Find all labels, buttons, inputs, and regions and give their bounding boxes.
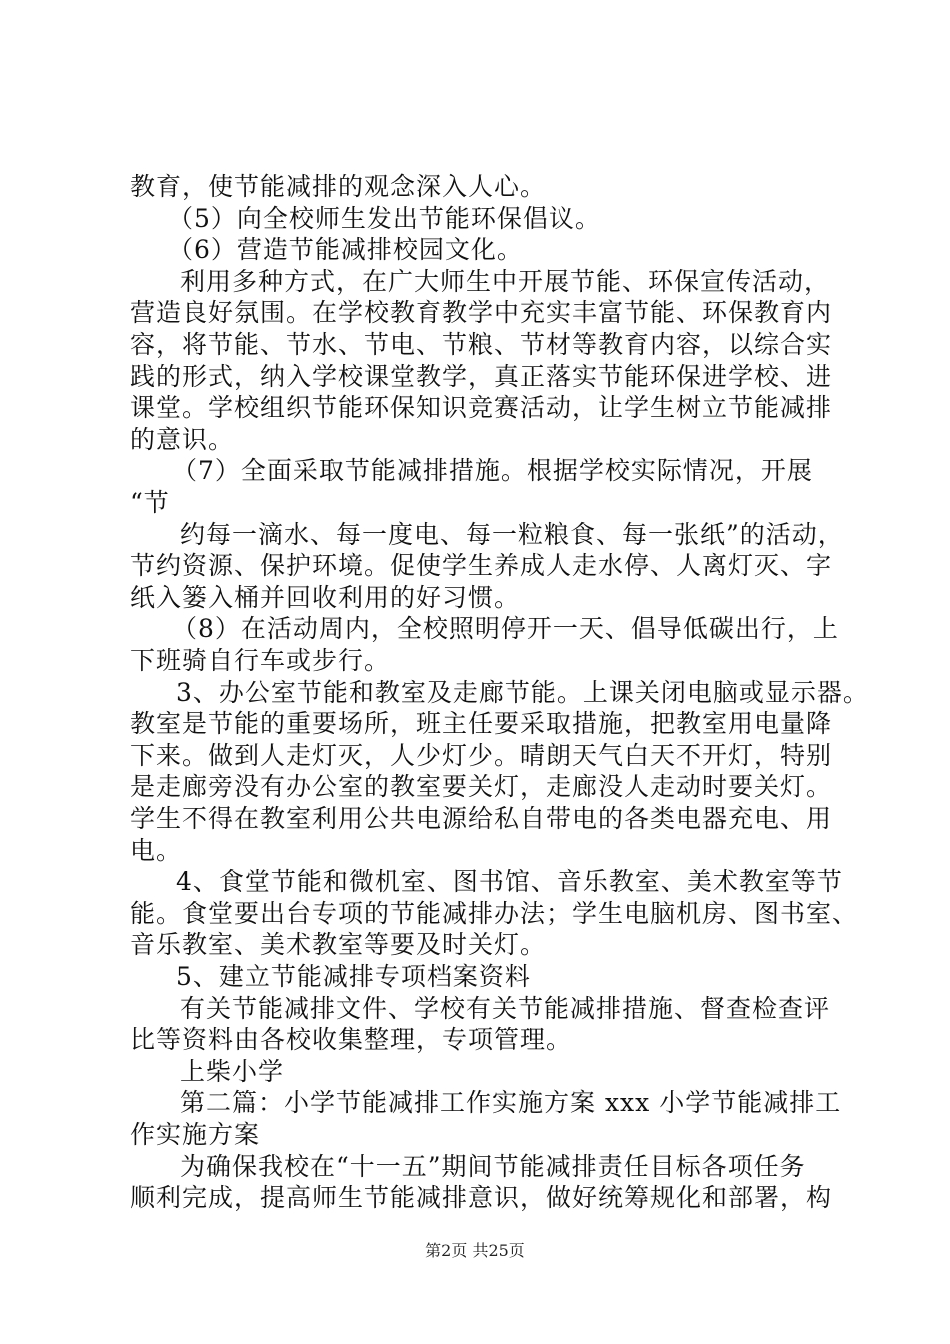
text-line: 营造良好氛围。在学校教育教学中充实丰富节能、环保教育内 (130, 298, 833, 327)
text-line: “节 (130, 488, 170, 517)
text-line: 第二篇：小学节能减排工作实施方案 xxx 小学节能减排工 (180, 1088, 842, 1117)
text-line: 比等资料由各校收集整理，专项管理。 (130, 1025, 573, 1054)
text-line: 践的形式，纳入学校课堂教学，真正落实节能环保进学校、进 (130, 362, 833, 391)
text-line: 节约资源、保护环境。促使学生养成人走水停、人离灯灭、字 (130, 551, 833, 580)
text-line: 的意识。 (130, 425, 235, 454)
text-line: （7）全面采取节能减排措施。根据学校实际情况，开展 (172, 456, 813, 485)
text-line: 教室是节能的重要场所，班主任要采取措施，把教室用电量降 (130, 709, 833, 738)
text-line: （5）向全校师生发出节能环保倡议。 (168, 204, 601, 233)
text-line: 3、办公室节能和教室及走廊节能。上课关闭电脑或显示器。 (176, 678, 869, 707)
text-line: 利用多种方式，在广大师生中开展节能、环保宣传活动， (180, 267, 831, 296)
text-line: （6）营造节能减排校园文化。 (168, 235, 523, 264)
text-line: 有关节能减排文件、学校有关节能减排措施、督查检查评 (180, 994, 831, 1023)
text-line: 为确保我校在“十一五”期间节能减排责任目标各项任务 (180, 1152, 806, 1181)
text-line: 上柴小学 (180, 1057, 285, 1086)
text-line: 纸入篓入桶并回收利用的好习惯。 (130, 583, 521, 612)
text-line: 能。食堂要出台专项的节能减排办法；学生电脑机房、图书室、 (130, 899, 859, 928)
text-line: 容，将节能、节水、节电、节粮、节材等教育内容，以综合实 (130, 330, 833, 359)
text-line: （8）在活动周内，全校照明停开一天、倡导低碳出行，上 (172, 614, 839, 643)
text-line: 电。 (130, 836, 183, 865)
text-line: 下来。做到人走灯灭，人少灯少。晴朗天气白天不开灯，特别 (130, 741, 833, 770)
text-line: 顺利完成，提高师生节能减排意识，做好统筹规化和部署，构 (130, 1183, 833, 1212)
page-footer: 第2页 共25页 (425, 1241, 525, 1260)
text-line: 学生不得在教室利用公共电源给私自带电的各类电器充电、用 (130, 804, 833, 833)
text-line: 5、建立节能减排专项档案资料 (176, 962, 531, 991)
text-line: 作实施方案 (130, 1120, 261, 1149)
text-line: 教育，使节能减排的观念深入人心。 (130, 172, 547, 201)
text-line: 是走廊旁没有办公室的教室要关灯，走廊没人走动时要关灯。 (130, 772, 833, 801)
text-line: 音乐教室、美术教室等要及时关灯。 (130, 930, 547, 959)
text-line: 课堂。学校组织节能环保知识竞赛活动，让学生树立节能减排 (130, 393, 833, 422)
text-line: 4、食堂节能和微机室、图书馆、音乐教室、美术教室等节 (176, 867, 843, 896)
text-line: 下班骑自行车或步行。 (130, 646, 391, 675)
text-line: 约每一滴水、每一度电、每一粒粮食、每一张纸”的活动， (180, 520, 844, 549)
